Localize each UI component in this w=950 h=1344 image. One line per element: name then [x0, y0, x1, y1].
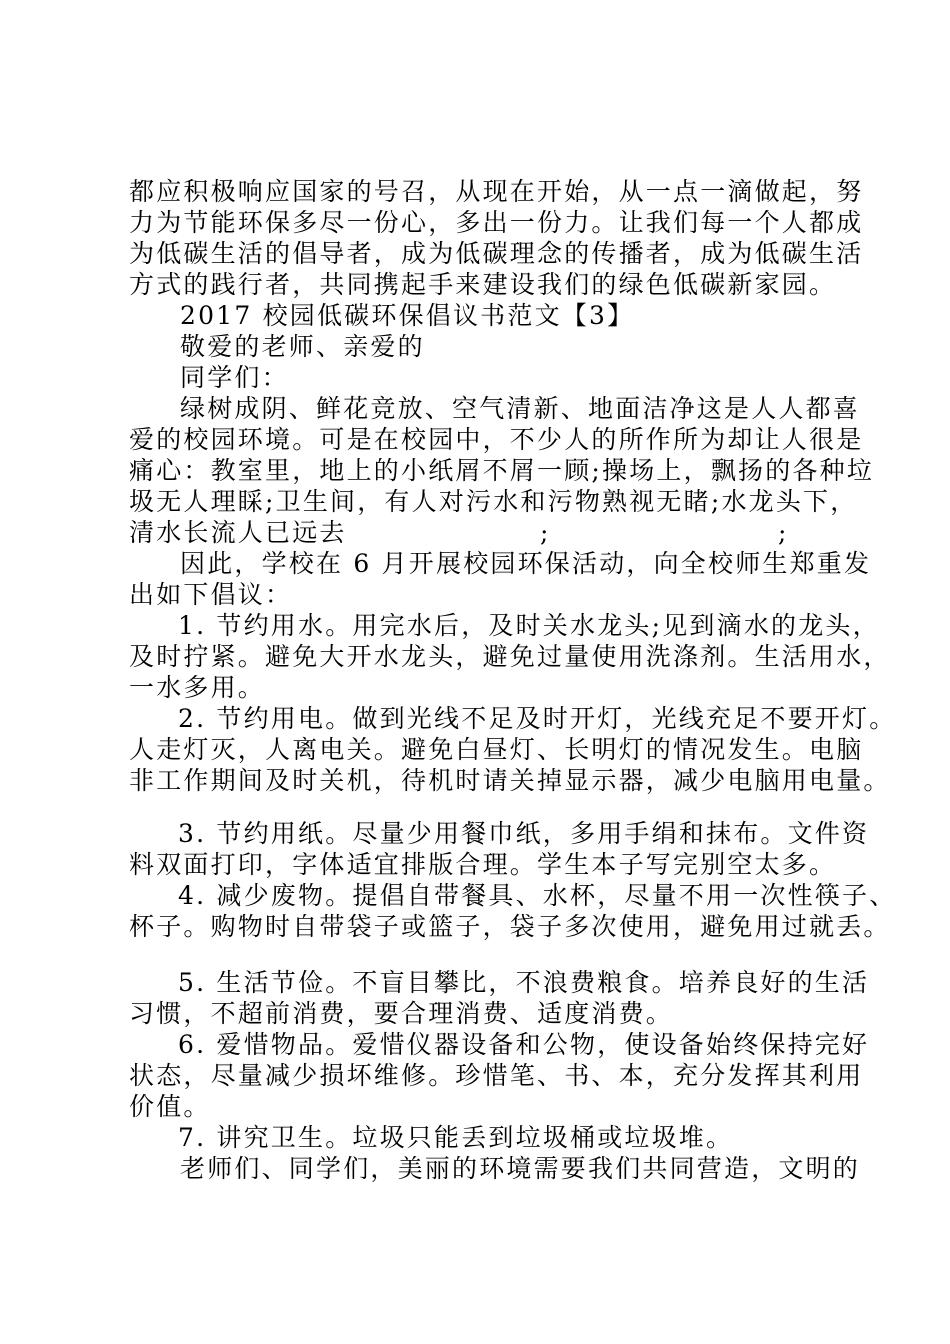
text-line: 因此，学校在 6 月开展校园环保活动，向全校师生郑重发	[180, 549, 872, 578]
text-line: 状态，尽量减少损坏维修。珍惜笔、书、本，充分发挥其利用	[129, 1061, 864, 1090]
text-line: 清水长流人已远去	[129, 518, 347, 547]
text-line: 人走灯灭，人离电关。避免白昼灯、长明灯的情况发生。电脑	[129, 735, 864, 764]
text-line: 非工作期间及时关机，待机时请关掉显示器，减少电脑用电量。	[129, 766, 891, 795]
list-item-7: 7. 讲究卫生。垃圾只能丢到垃圾桶或垃圾堆。	[178, 1123, 734, 1152]
text-line: 及时拧紧。避免大开水龙头，避免过量使用洗涤剂。生活用水，	[129, 642, 891, 671]
text-line: 爱的校园环境。可是在校园中，不少人的所作所为却让人很是	[129, 425, 864, 454]
text-line: 老师们、同学们，美丽的环境需要我们共同营造，文明的	[180, 1154, 861, 1183]
text-line: 方式的践行者，共同携起手来建设我们的绿色低碳新家园。	[129, 270, 837, 299]
text-line: 绿树成阴、鲜花竞放、空气清新、地面洁净这是人人都喜	[180, 394, 861, 423]
text-line: 一水多用。	[129, 673, 266, 702]
semicolon-mark: ;	[778, 518, 787, 547]
text-line: 力为节能环保多尽一份心，多出一份力。让我们每一个人都成	[129, 208, 864, 237]
section-heading: 2017 校园低碳环保倡议书范文【3】	[180, 301, 635, 330]
text-line: 料双面打印，字体适宜排版合理。学生本子写完别空太多。	[129, 850, 837, 879]
text-line: 杯子。购物时自带袋子或篮子，袋子多次使用，避免用过就丢。	[129, 912, 891, 941]
salutation-line: 敬爱的老师、亲爱的	[180, 332, 425, 361]
list-item-2: 2. 节约用电。做到光线不足及时开灯，光线充足不要开灯。	[178, 704, 897, 733]
text-line: 都应积极响应国家的号召，从现在开始，从一点一滴做起，努	[129, 177, 864, 206]
list-item-3: 3. 节约用纸。尽量少用餐巾纸，多用手绢和抹布。文件资	[178, 819, 870, 848]
text-line: 出如下倡议：	[129, 580, 293, 609]
list-item-6: 6. 爱惜物品。爱惜仪器设备和公物，使设备始终保持完好	[178, 1030, 870, 1059]
text-line: 为低碳生活的倡导者，成为低碳理念的传播者，成为低碳生活	[129, 239, 864, 268]
list-item-5: 5. 生活节俭。不盲目攀比，不浪费粮食。培养良好的生活	[178, 968, 870, 997]
salutation-line: 同学们：	[180, 363, 289, 392]
text-line: 圾无人理睬;卫生间，有人对污水和污物熟视无睹;水龙头下，	[129, 487, 858, 516]
list-item-4: 4. 减少废物。提倡自带餐具、水杯，尽量不用一次性筷子、	[178, 881, 897, 910]
semicolon-mark: ;	[540, 518, 549, 547]
list-item-1: 1. 节约用水。用完水后，及时关水龙头;见到滴水的龙头，	[178, 611, 880, 640]
text-line: 痛心：教室里，地上的小纸屑不屑一顾;操场上，飘扬的各种垃	[129, 456, 875, 485]
text-line: 习惯，不超前消费，要合理消费、适度消费。	[129, 999, 674, 1028]
text-line: 价值。	[129, 1092, 211, 1121]
